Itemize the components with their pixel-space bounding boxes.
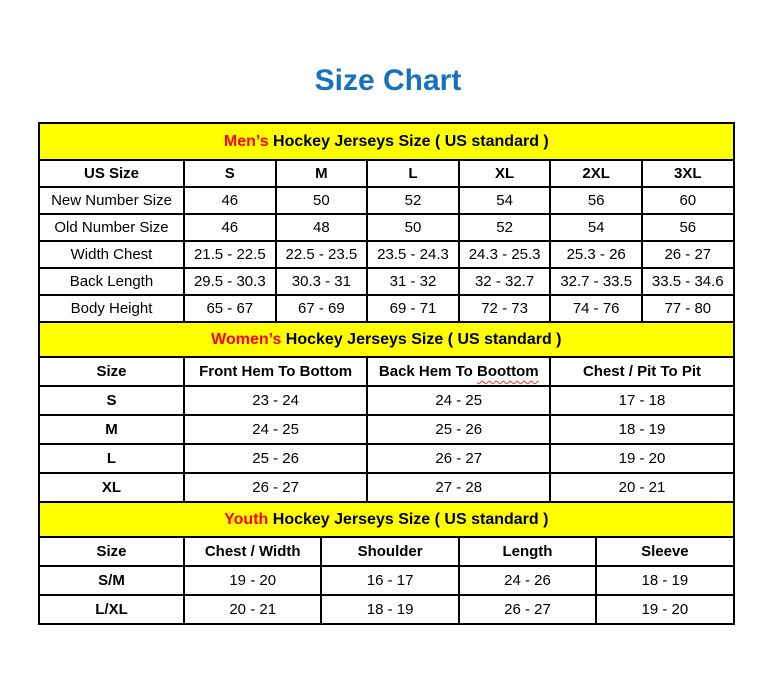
mens-col-header-1: S [184, 160, 276, 187]
youth-col-header-1: Chest / Width [184, 537, 321, 566]
youth-value-cell: 24 - 26 [459, 566, 596, 595]
mens-value-cell: 54 [459, 187, 551, 214]
womens-value-cell: 24 - 25 [367, 386, 550, 415]
womens-value-cell: 26 - 27 [367, 444, 550, 473]
youth-row-label: L/XL [39, 595, 184, 624]
mens-value-cell: 31 - 32 [367, 268, 459, 295]
mens-row-label: New Number Size [39, 187, 184, 214]
mens-value-cell: 25.3 - 26 [550, 241, 642, 268]
womens-row-label: L [39, 444, 184, 473]
womens-section-heading: Women’s Hockey Jerseys Size ( US standard ) [39, 322, 734, 357]
youth-value-cell: 19 - 20 [184, 566, 321, 595]
mens-value-cell: 54 [550, 214, 642, 241]
youth-value-cell: 26 - 27 [459, 595, 596, 624]
youth-col-header-0: Size [39, 537, 184, 566]
womens-value-cell: 25 - 26 [184, 444, 367, 473]
womens-col-header-0: Size [39, 357, 184, 386]
mens-value-cell: 33.5 - 34.6 [642, 268, 734, 295]
mens-value-cell: 67 - 69 [276, 295, 368, 322]
mens-col-header-6: 3XL [642, 160, 734, 187]
mens-data-row [39, 241, 734, 268]
womens-row-label: XL [39, 473, 184, 502]
mens-section-band [39, 123, 734, 160]
mens-value-cell: 23.5 - 24.3 [367, 241, 459, 268]
mens-value-cell: 60 [642, 187, 734, 214]
youth-data-row [39, 566, 734, 595]
youth-data-row [39, 595, 734, 624]
womens-data-row [39, 473, 734, 502]
mens-value-cell: 22.5 - 23.5 [276, 241, 368, 268]
womens-value-cell: 20 - 21 [550, 473, 733, 502]
youth-value-cell: 16 - 17 [321, 566, 458, 595]
womens-heading-accent: Women’s [211, 330, 282, 348]
womens-data-row [39, 386, 734, 415]
mens-col-header-0: US Size [39, 160, 184, 187]
mens-value-cell: 29.5 - 30.3 [184, 268, 276, 295]
youth-value-cell: 20 - 21 [184, 595, 321, 624]
mens-header-row [39, 160, 734, 187]
mens-value-cell: 48 [276, 214, 368, 241]
mens-value-cell: 46 [184, 214, 276, 241]
size-chart-container [38, 122, 733, 625]
mens-data-row [39, 295, 734, 322]
youth-value-cell: 18 - 19 [321, 595, 458, 624]
womens-col-header-1: Front Hem To Bottom [184, 357, 367, 386]
mens-value-cell: 50 [276, 187, 368, 214]
mens-value-cell: 21.5 - 22.5 [184, 241, 276, 268]
mens-value-cell: 56 [550, 187, 642, 214]
youth-section-heading: Youth Hockey Jerseys Size ( US standard ) [39, 502, 734, 537]
womens-section-band [39, 322, 734, 357]
mens-col-header-3: L [367, 160, 459, 187]
mens-heading-accent: Men’s [223, 132, 269, 150]
mens-data-row [39, 214, 734, 241]
mens-row-label: Body Height [39, 295, 184, 322]
youth-heading-accent: Youth [224, 510, 269, 528]
mens-value-cell: 56 [642, 214, 734, 241]
mens-value-cell: 32 - 32.7 [459, 268, 551, 295]
mens-value-cell: 74 - 76 [550, 295, 642, 322]
mens-value-cell: 52 [459, 214, 551, 241]
womens-value-cell: 24 - 25 [184, 415, 367, 444]
womens-value-cell: 23 - 24 [184, 386, 367, 415]
mens-row-label: Width Chest [39, 241, 184, 268]
mens-value-cell: 50 [367, 214, 459, 241]
mens-value-cell: 77 - 80 [642, 295, 734, 322]
womens-header-row [39, 357, 734, 386]
mens-value-cell: 30.3 - 31 [276, 268, 368, 295]
mens-value-cell: 65 - 67 [184, 295, 276, 322]
mens-value-cell: 26 - 27 [642, 241, 734, 268]
mens-data-row [39, 268, 734, 295]
mens-value-cell: 24.3 - 25.3 [459, 241, 551, 268]
mens-data-row [39, 187, 734, 214]
youth-col-header-4: Sleeve [596, 537, 733, 566]
mens-value-cell: 32.7 - 33.5 [550, 268, 642, 295]
mens-col-header-2: M [276, 160, 368, 187]
mens-col-header-4: XL [459, 160, 551, 187]
womens-data-row [39, 444, 734, 473]
mens-value-cell: 46 [184, 187, 276, 214]
mens-row-label: Old Number Size [39, 214, 184, 241]
mens-section-heading: Men’s Hockey Jerseys Size ( US standard ) [39, 123, 734, 160]
womens-value-cell: 17 - 18 [550, 386, 733, 415]
mens-value-cell: 69 - 71 [367, 295, 459, 322]
size-chart-table [38, 122, 735, 625]
youth-section-band [39, 502, 734, 537]
mens-row-label: Back Length [39, 268, 184, 295]
womens-value-cell: 25 - 26 [367, 415, 550, 444]
womens-row-label: S [39, 386, 184, 415]
mens-value-cell: 52 [367, 187, 459, 214]
youth-col-header-2: Shoulder [321, 537, 458, 566]
youth-header-row [39, 537, 734, 566]
womens-row-label: M [39, 415, 184, 444]
youth-row-label: S/M [39, 566, 184, 595]
size-chart-body [39, 123, 734, 624]
womens-value-cell: 18 - 19 [550, 415, 733, 444]
youth-value-cell: 19 - 20 [596, 595, 733, 624]
misspelled-word: Boottom [477, 363, 539, 380]
womens-col-header-3: Chest / Pit To Pit [550, 357, 733, 386]
youth-value-cell: 18 - 19 [596, 566, 733, 595]
womens-value-cell: 27 - 28 [367, 473, 550, 502]
youth-col-header-3: Length [459, 537, 596, 566]
page-title: Size Chart [314, 64, 462, 97]
mens-col-header-5: 2XL [550, 160, 642, 187]
womens-col-header-2: Back Hem To Boottom [367, 357, 550, 386]
womens-value-cell: 19 - 20 [550, 444, 733, 473]
womens-value-cell: 26 - 27 [184, 473, 367, 502]
womens-data-row [39, 415, 734, 444]
mens-value-cell: 72 - 73 [459, 295, 551, 322]
